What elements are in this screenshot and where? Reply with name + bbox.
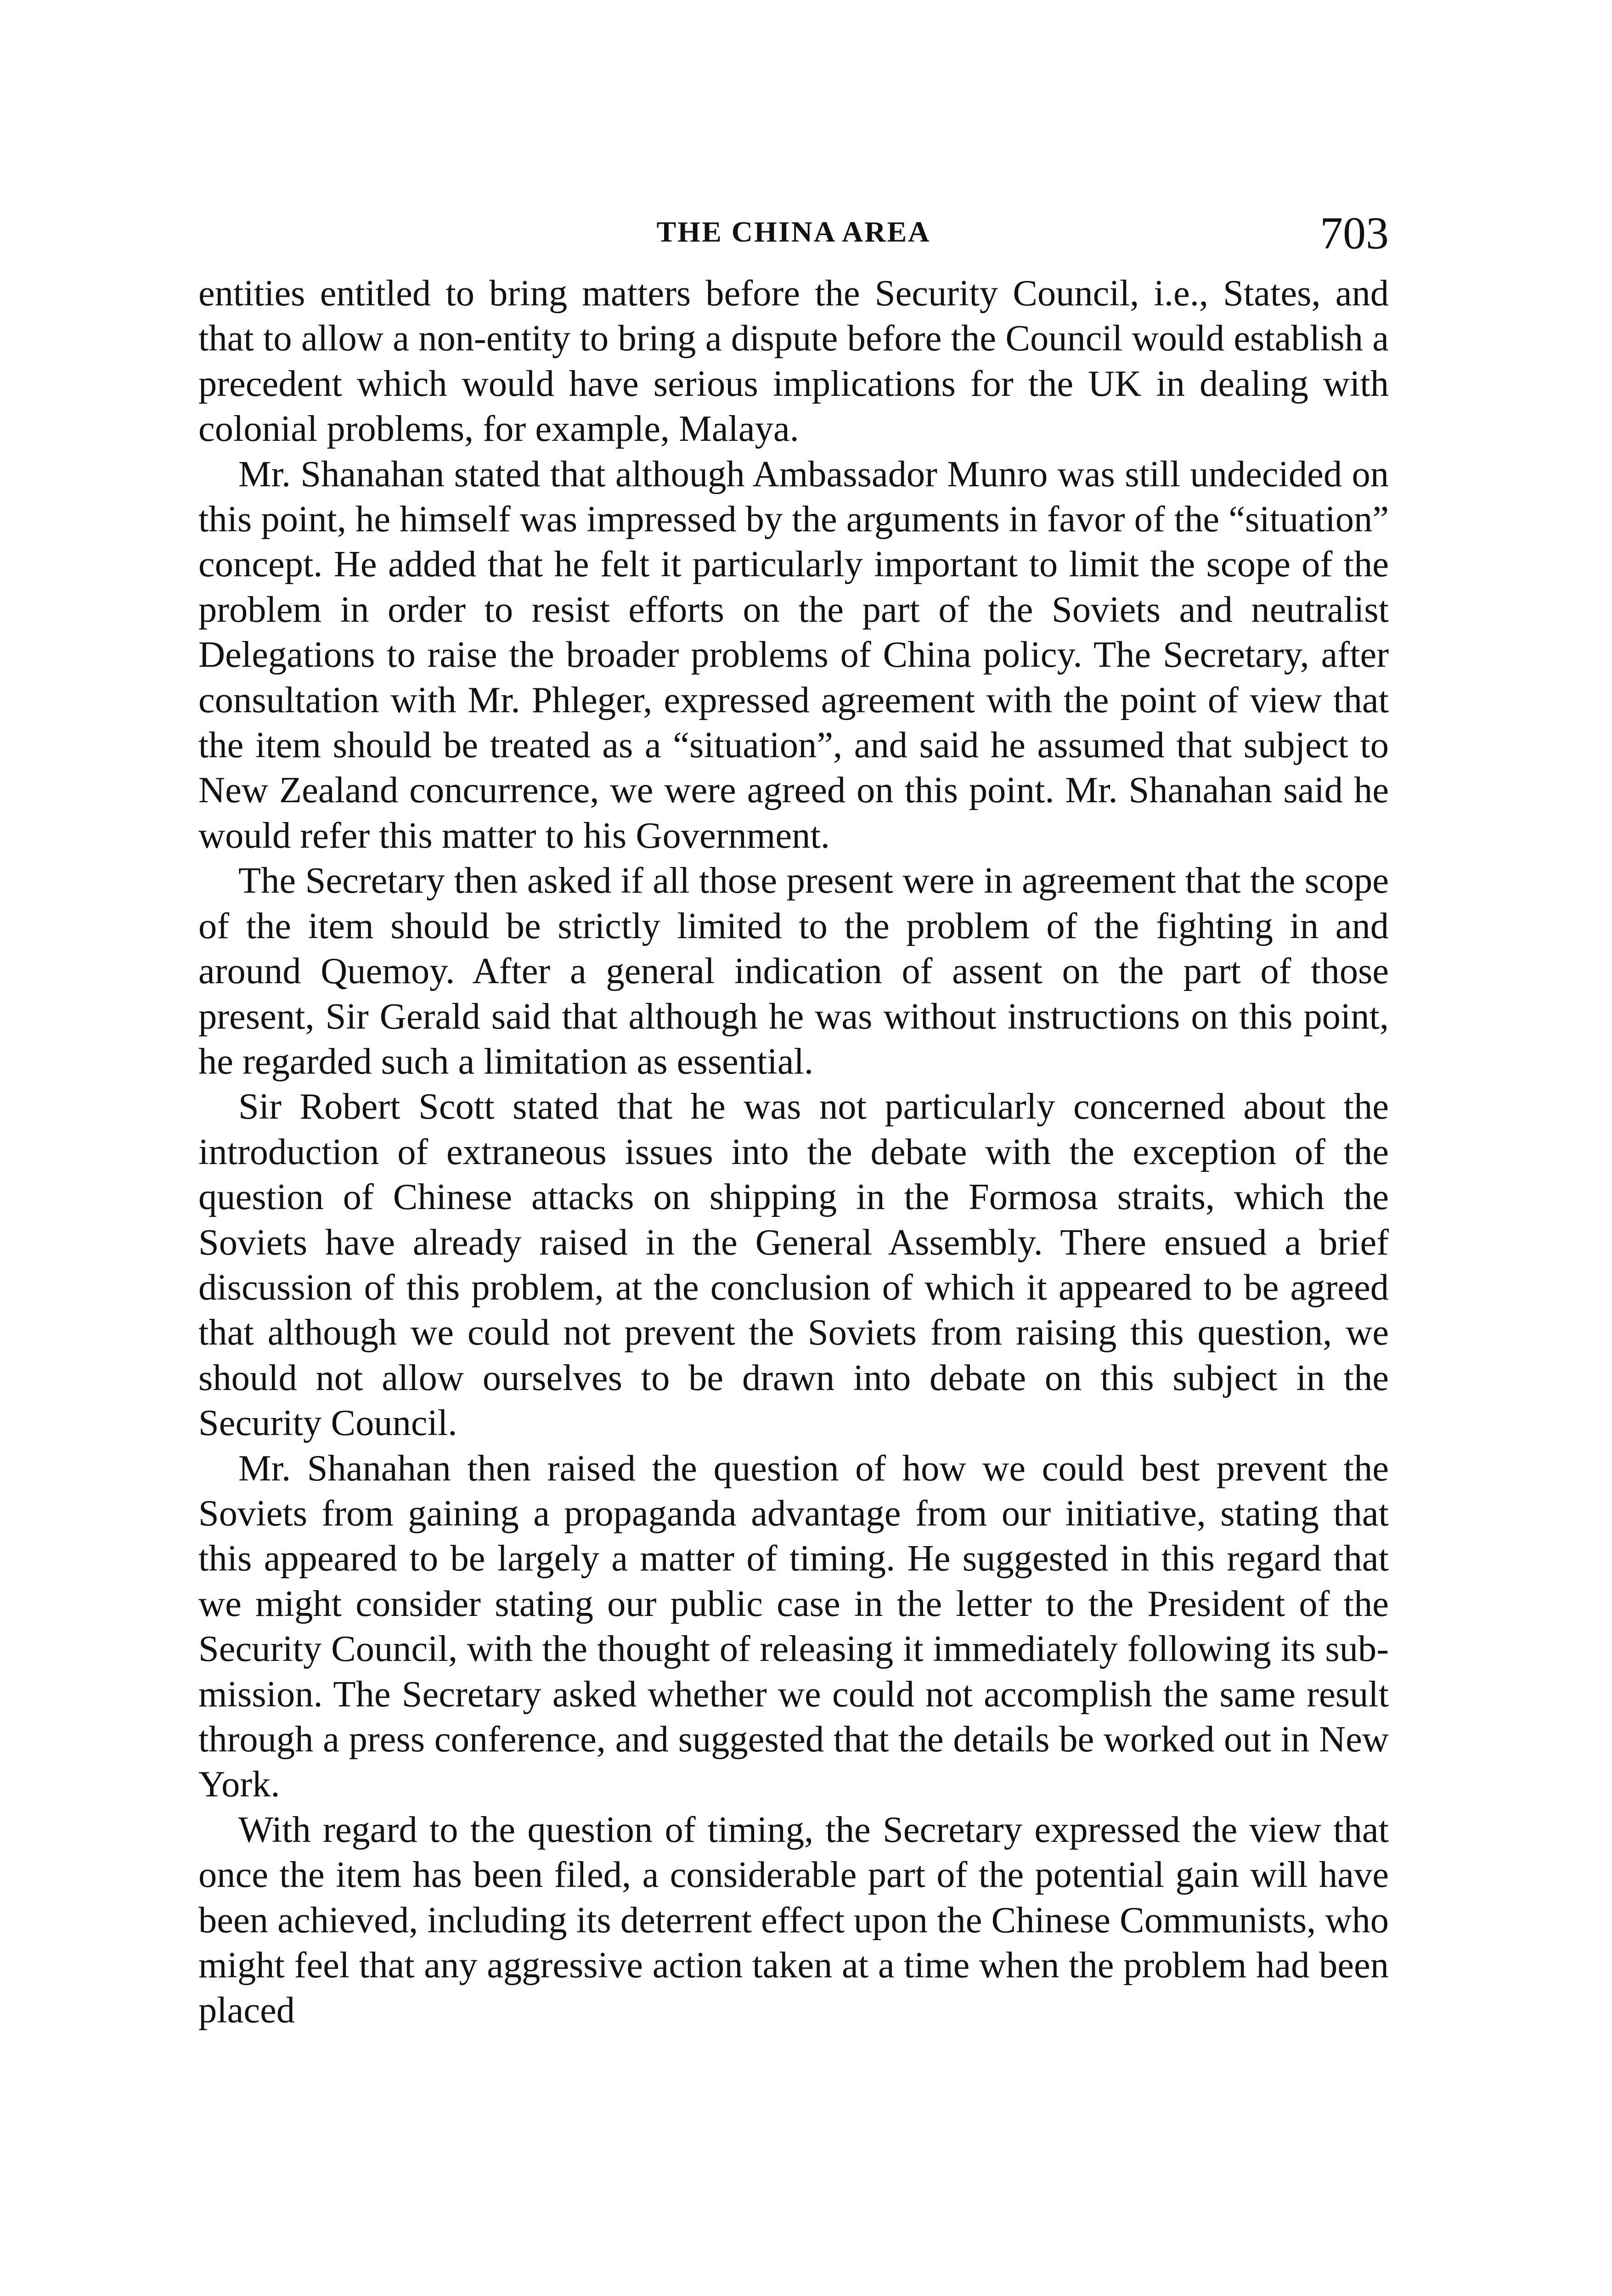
paragraph-propaganda-timing: Mr. Shanahan then raised the question of how we could best prevent the Soviets from gaining a propaganda advantage from our initiative, stating that this appeared to be largely a matter of timing. He suggested in this regard that we might consider stating our public case in the letter to the President of the Security Council, with the thought of releasing it immediately following its submission. The Secretary asked whether we could not accomplish the same result through a press conference, and suggested that the details be worked out in New York. [198, 1447, 1389, 1805]
paragraph-scope-quemoy: The Secretary then asked if all those present were in agreement that the scope of the item should be strictly limited to the problem of the fighting in and around Quemoy. After a general indication of assent on the part of those present, Sir Gerald said that although he was without instructions on this point, he regarded such a limitation as essential. [198, 860, 1389, 1082]
paragraph-robert-scott: Sir Robert Scott stated that he was not particularly concerned about the introduction of extraneous issues into the debate with the exception of the question of Chinese attacks on shipping in the Formosa straits, which the Soviets have already raised in the General Assembly. There ensued a brief discussion of this problem, at the conclusion of which it appeared to be agreed that although we could not prevent the Soviets from raising this question, we should not allow ourselves to be drawn into debate on this subject in the Security Council. [198, 1086, 1389, 1444]
paragraph-continued: entities entitled to bring matters before the Security Council, i.e., States, and that to allow a non-entity to bring a dispute before the Council would establish a precedent which would have serious implications for the UK in dealing with colonial problems, for example, Malaya. [198, 273, 1389, 450]
paragraph-timing-filed: With regard to the question of timing, the Secretary expressed the view that once the item has been filed, a considerable part of the potential gain will have been achieved, including its deterrent effect upon the Chinese Communists, who might feel that any aggressive action taken at a time when the problem had been placed [198, 1809, 1389, 2031]
paragraph-shanahan-situation: Mr. Shanahan stated that although Ambassador Munro was still undecided on this point, he himself was impressed by the arguments in favor of the “situation” concept. He added that he felt it particularly important to limit the scope of the problem in order to resist efforts on the part of the Soviets and neutralist Delegations to raise the broader problems of China policy. The Secretary, after consultation with Mr. Phleger, expressed agreement with the point of view that the item should be treated as a “situation”, and said he assumed that subject to New Zealand concurrence, we were agreed on this point. Mr. Shanahan said he would refer this matter to his Government. [198, 453, 1389, 856]
running-head [198, 207, 1389, 262]
running-title: THE CHINA AREA [656, 215, 931, 248]
body-text [198, 271, 1389, 2033]
page-number: 703 [1320, 208, 1389, 259]
